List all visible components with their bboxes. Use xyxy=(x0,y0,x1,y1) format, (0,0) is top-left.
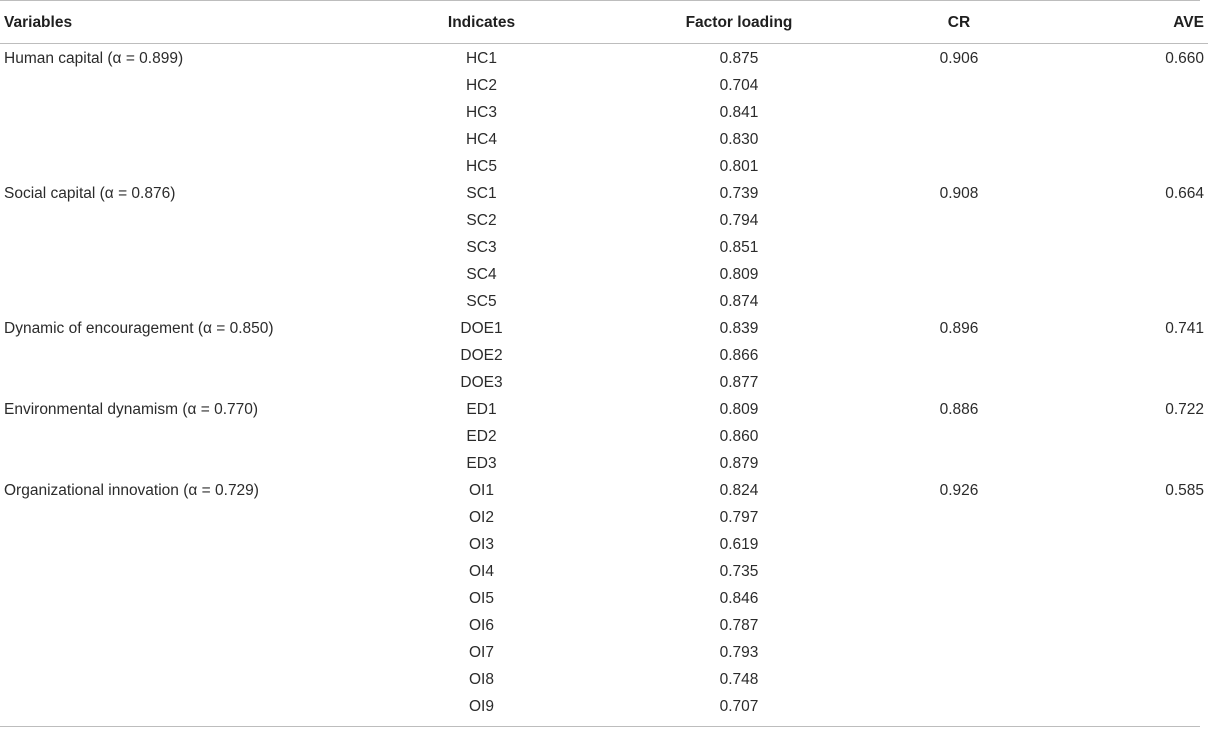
cell-cr xyxy=(899,558,1019,585)
cell-factor-loading: 0.787 xyxy=(719,616,759,634)
cell-indicator: ED1 xyxy=(466,400,497,418)
cell-cr: 0.926 xyxy=(939,481,979,499)
cell-variable xyxy=(0,585,384,612)
table-row xyxy=(0,207,1208,234)
cell-factor-loading: 0.860 xyxy=(719,427,759,445)
cell-cr xyxy=(899,261,1019,288)
cell-indicator: DOE2 xyxy=(460,346,503,364)
cell-variable xyxy=(0,261,384,288)
cell-indicator: ED2 xyxy=(466,427,497,445)
table-row xyxy=(0,639,1208,666)
table-row xyxy=(0,450,1208,477)
table-row xyxy=(0,72,1208,99)
cell-indicator: OI1 xyxy=(469,481,494,499)
cell-indicator: SC2 xyxy=(466,211,497,229)
cell-ave xyxy=(1019,693,1208,720)
table-row xyxy=(0,126,1208,153)
table-row xyxy=(0,315,1208,342)
table-row xyxy=(0,180,1208,207)
cell-variable xyxy=(0,693,384,720)
cell-variable xyxy=(0,234,384,261)
cell-cr xyxy=(899,666,1019,693)
table-row xyxy=(0,342,1208,369)
cell-factor-loading: 0.801 xyxy=(719,157,759,175)
cell-factor-loading: 0.809 xyxy=(719,400,759,418)
cell-ave: 0.722 xyxy=(1165,400,1204,418)
cell-cr xyxy=(899,207,1019,234)
cell-ave: 0.741 xyxy=(1165,319,1204,337)
cell-indicator: OI2 xyxy=(469,508,494,526)
table-row xyxy=(0,369,1208,396)
cell-ave xyxy=(1019,207,1208,234)
cell-cr xyxy=(899,288,1019,315)
table-row xyxy=(0,423,1208,450)
cell-variable xyxy=(0,639,384,666)
cell-indicator: SC1 xyxy=(466,184,497,202)
cell-factor-loading: 0.797 xyxy=(719,508,759,526)
cell-ave xyxy=(1019,639,1208,666)
cell-cr xyxy=(899,450,1019,477)
cell-variable xyxy=(0,558,384,585)
header-indicates: Indicates xyxy=(384,3,579,44)
table-row xyxy=(0,99,1208,126)
cell-variable xyxy=(0,99,384,126)
cell-indicator: ED3 xyxy=(466,454,497,472)
cell-cr xyxy=(899,531,1019,558)
cell-ave: 0.660 xyxy=(1165,49,1204,67)
cell-ave xyxy=(1019,585,1208,612)
table-row xyxy=(0,288,1208,315)
cell-variable xyxy=(0,423,384,450)
cell-cr xyxy=(899,99,1019,126)
cell-factor-loading: 0.824 xyxy=(719,481,759,499)
cell-cr xyxy=(899,693,1019,720)
cell-indicator: HC4 xyxy=(465,130,497,148)
cell-factor-loading: 0.839 xyxy=(719,319,759,337)
cell-indicator: HC2 xyxy=(465,76,497,94)
cell-factor-loading: 0.748 xyxy=(719,670,759,688)
cell-factor-loading: 0.866 xyxy=(719,346,759,364)
cell-cr: 0.908 xyxy=(939,184,979,202)
cell-variable: Social capital (α = 0.876) xyxy=(4,184,176,202)
cell-factor-loading: 0.739 xyxy=(719,184,759,202)
cell-cr: 0.896 xyxy=(939,319,979,337)
cell-ave: 0.585 xyxy=(1165,481,1204,499)
cell-indicator: OI9 xyxy=(469,697,494,715)
cell-ave xyxy=(1019,369,1208,396)
cell-variable xyxy=(0,666,384,693)
cell-indicator: OI6 xyxy=(469,616,494,634)
cell-factor-loading: 0.874 xyxy=(719,292,759,310)
cell-cr xyxy=(899,126,1019,153)
cell-ave xyxy=(1019,234,1208,261)
top-rule xyxy=(0,0,1200,1)
table-row xyxy=(0,261,1208,288)
cell-indicator: DOE1 xyxy=(460,319,503,337)
cell-factor-loading: 0.851 xyxy=(719,238,759,256)
cell-variable xyxy=(0,126,384,153)
cell-cr xyxy=(899,585,1019,612)
cell-factor-loading: 0.794 xyxy=(719,211,759,229)
table-row xyxy=(0,153,1208,180)
cell-variable xyxy=(0,450,384,477)
cell-variable: Organizational innovation (α = 0.729) xyxy=(4,481,259,499)
cell-indicator: OI5 xyxy=(469,589,494,607)
cell-ave xyxy=(1019,153,1208,180)
cell-factor-loading: 0.841 xyxy=(719,103,759,121)
cell-indicator: HC3 xyxy=(465,103,497,121)
cell-ave xyxy=(1019,531,1208,558)
cell-cr xyxy=(899,612,1019,639)
cell-ave xyxy=(1019,666,1208,693)
cell-factor-loading: 0.830 xyxy=(719,130,759,148)
cell-factor-loading: 0.704 xyxy=(719,76,759,94)
cell-factor-loading: 0.879 xyxy=(719,454,759,472)
cell-ave xyxy=(1019,288,1208,315)
table-row xyxy=(0,504,1208,531)
table-row xyxy=(0,585,1208,612)
bottom-rule xyxy=(0,726,1200,727)
header-ave: AVE xyxy=(1019,3,1208,44)
cell-factor-loading: 0.875 xyxy=(719,49,759,67)
cell-variable xyxy=(0,342,384,369)
cell-variable xyxy=(0,369,384,396)
cell-ave xyxy=(1019,504,1208,531)
cell-factor-loading: 0.707 xyxy=(719,697,759,715)
cell-indicator: OI8 xyxy=(469,670,494,688)
cell-ave xyxy=(1019,423,1208,450)
table-row xyxy=(0,234,1208,261)
cell-indicator: SC3 xyxy=(466,238,497,256)
table-header xyxy=(0,3,1208,44)
cell-cr xyxy=(899,72,1019,99)
cell-ave xyxy=(1019,612,1208,639)
cell-ave xyxy=(1019,72,1208,99)
cell-ave xyxy=(1019,450,1208,477)
cell-cr xyxy=(899,234,1019,261)
table-row xyxy=(0,396,1208,423)
cell-factor-loading: 0.735 xyxy=(719,562,759,580)
cell-variable xyxy=(0,504,384,531)
cell-variable: Dynamic of encouragement (α = 0.850) xyxy=(4,319,274,337)
table-row xyxy=(0,666,1208,693)
header-row xyxy=(0,3,1208,44)
cell-ave xyxy=(1019,99,1208,126)
cell-variable xyxy=(0,153,384,180)
cell-ave xyxy=(1019,342,1208,369)
table-row xyxy=(0,44,1208,73)
table-row xyxy=(0,558,1208,585)
cell-ave xyxy=(1019,558,1208,585)
cell-factor-loading: 0.877 xyxy=(719,373,759,391)
cell-cr xyxy=(899,153,1019,180)
cell-indicator: OI7 xyxy=(469,643,494,661)
cell-indicator: DOE3 xyxy=(460,373,503,391)
cell-indicator: SC4 xyxy=(466,265,497,283)
table-row xyxy=(0,477,1208,504)
cell-variable xyxy=(0,288,384,315)
table-row xyxy=(0,612,1208,639)
cell-indicator: OI3 xyxy=(469,535,494,553)
cell-cr xyxy=(899,423,1019,450)
table-body xyxy=(0,44,1208,721)
cell-factor-loading: 0.793 xyxy=(719,643,759,661)
cell-ave xyxy=(1019,261,1208,288)
cell-variable: Human capital (α = 0.899) xyxy=(4,49,184,67)
cell-indicator: HC1 xyxy=(465,49,497,67)
cell-cr xyxy=(899,504,1019,531)
header-cr: CR xyxy=(899,3,1019,44)
cell-variable xyxy=(0,531,384,558)
header-factor-loading: Factor loading xyxy=(579,3,899,44)
header-variables: Variables xyxy=(0,3,384,44)
cell-variable xyxy=(0,207,384,234)
cell-cr xyxy=(899,639,1019,666)
cell-variable xyxy=(0,72,384,99)
cell-indicator: HC5 xyxy=(465,157,497,175)
cell-factor-loading: 0.619 xyxy=(719,535,759,553)
cell-cr xyxy=(899,342,1019,369)
cell-cr xyxy=(899,369,1019,396)
cell-indicator: SC5 xyxy=(466,292,497,310)
cell-cr: 0.906 xyxy=(939,49,979,67)
cell-factor-loading: 0.809 xyxy=(719,265,759,283)
cell-ave xyxy=(1019,126,1208,153)
cell-ave: 0.664 xyxy=(1165,184,1204,202)
table-row xyxy=(0,693,1208,720)
cell-variable xyxy=(0,612,384,639)
cell-variable: Environmental dynamism (α = 0.770) xyxy=(4,400,259,418)
cell-factor-loading: 0.846 xyxy=(719,589,759,607)
results-table xyxy=(0,3,1208,720)
cell-cr: 0.886 xyxy=(939,400,979,418)
table-row xyxy=(0,531,1208,558)
cell-indicator: OI4 xyxy=(469,562,494,580)
